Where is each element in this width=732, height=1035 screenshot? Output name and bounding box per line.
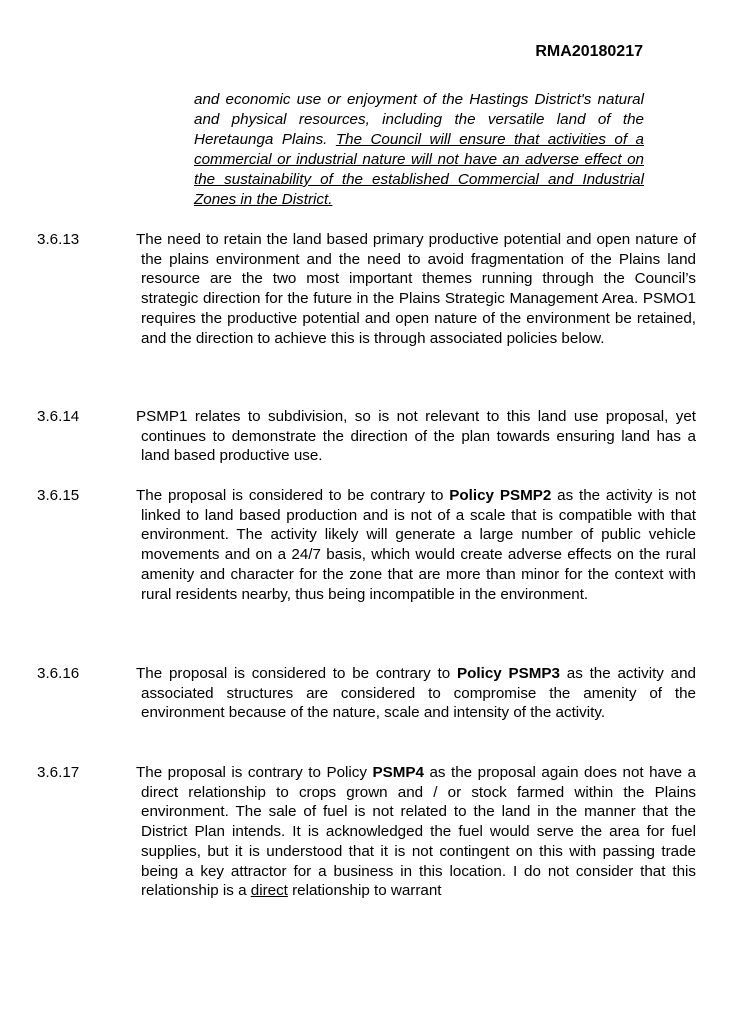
paragraph-3-6-14	[37, 407, 696, 466]
paragraph-text: PSMP1 relates to subdivision, so is not relevant to this land use proposal, yet continues to demonstrate the direction of the plan towards ensuring land has a land based productive use.	[136, 408, 696, 465]
paragraph-number: 3.6.17	[37, 764, 80, 781]
paragraph-number: 3.6.14	[37, 408, 80, 425]
policy-reference: Policy PSMP3	[456, 665, 560, 682]
paragraph-text-start: The proposal is considered to be contrary to	[136, 487, 450, 504]
underlined-word: direct	[250, 882, 288, 900]
paragraph-number: 3.6.13	[37, 231, 80, 248]
paragraph-text-rest: as the activity is not linked to land based production and is not of a scale that is compatible with that environment. The activity likely will generate a large number of public vehicle movements and on a 24/7 basis, which would create adverse effects on the rural amenity and character for the zone that are more than minor for the context with rural residents nearby, thus being incompatible in the environment.	[141, 487, 697, 603]
paragraph-3-6-17	[37, 763, 696, 901]
paragraph-text-start: The proposal is contrary to Policy	[136, 764, 373, 781]
paragraph-text-middle: as the proposal again does not have a direct relationship to crops grown and / or stock farmed within the Plains environment. The sale of fuel is not related to the land in the manner that the District Plan intends. It is acknowledged the fuel would serve the area for fuel supplies, but it is understood that it is not contingent on this with passing trade being a key attractor for a business in this location. I do not consider that this relationship is a	[141, 764, 696, 900]
quote-plain-text: and economic use or enjoyment of the Hastings District's natural and physical resources, including the versatile land of the Heretaunga Plains.	[194, 91, 644, 148]
policy-reference: PSMP4	[372, 764, 424, 781]
paragraph-text-end: relationship to warrant	[287, 882, 442, 900]
paragraph-text: The need to retain the land based primary productive potential and open nature of the plains environment and the need to avoid fragmentation of the Plains land resource are the two most important themes running through the Council’s strategic direction for the future in the Plains Strategic Management Area. PSMO1 requires the productive potential and open nature of the environment be retained, and the direction to achieve this is through associated policies below.	[136, 231, 696, 347]
quote-underlined-text: The Council will ensure that activities of a commercial or industrial nature will not have an adverse effect on the sustainability of the established Commercial and Industrial Zones in the District.	[194, 131, 644, 208]
document-reference: RMA20180217	[535, 43, 643, 60]
paragraph-3-6-15	[37, 486, 697, 604]
paragraph-text-rest: as the activity and associated structures are considered to compromise the amenity of the environment because of the nature, scale and intensity of the activity.	[141, 665, 697, 722]
quoted-policy-text	[194, 90, 644, 210]
paragraph-3-6-13	[37, 230, 696, 348]
paragraph-3-6-16	[37, 664, 697, 723]
paragraph-number: 3.6.16	[37, 665, 80, 682]
paragraph-text-start: The proposal is considered to be contrary to	[136, 665, 457, 682]
policy-reference: Policy PSMP2	[449, 487, 552, 504]
paragraph-number: 3.6.15	[37, 487, 80, 504]
